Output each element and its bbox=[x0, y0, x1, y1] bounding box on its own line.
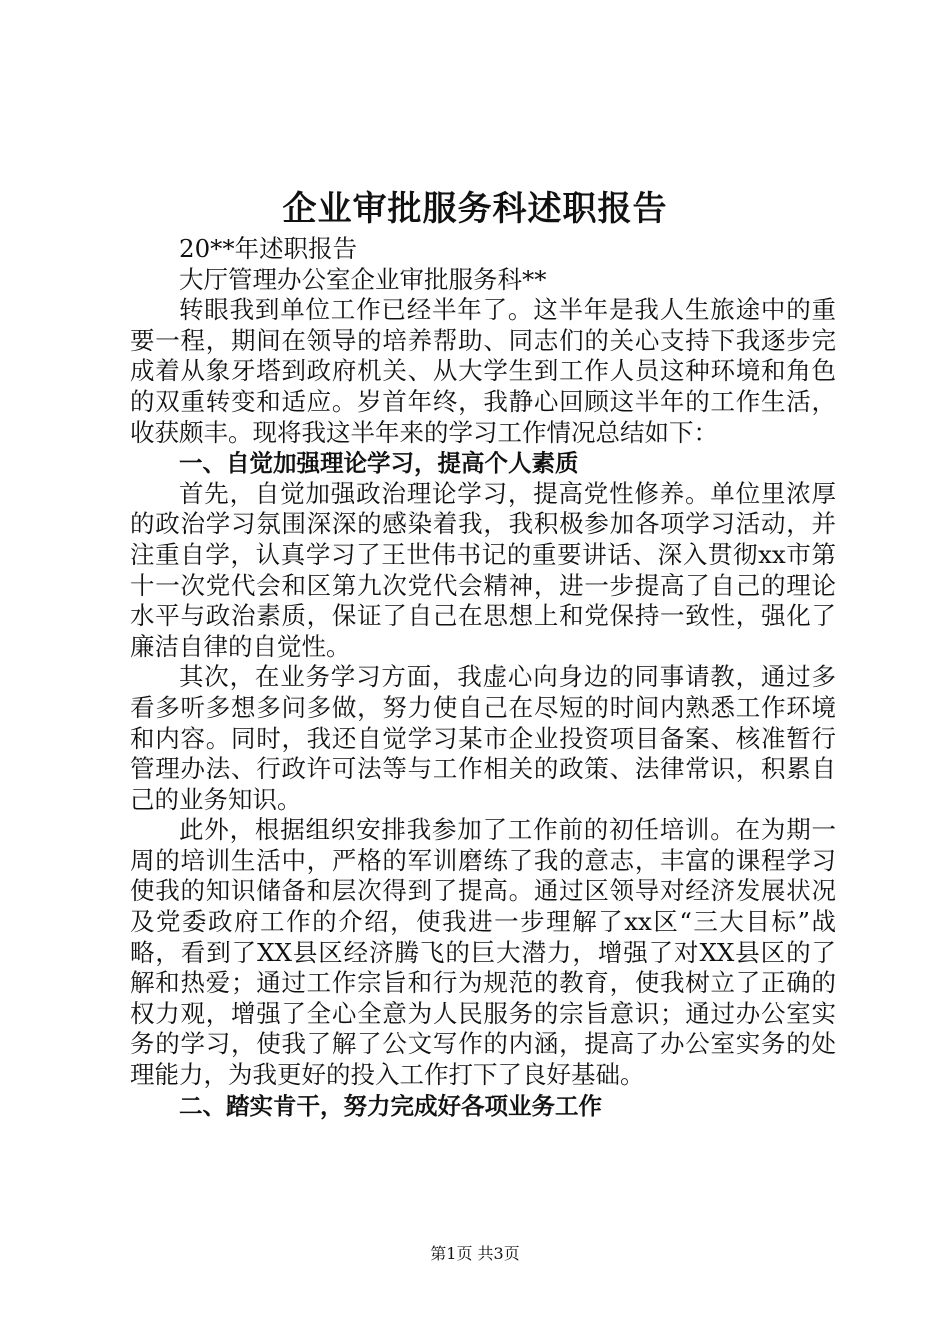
intro-paragraph: 转眼我到单位工作已经半年了。这半年是我人生旅途中的重要一程，期间在领导的培养帮助、同志们的关心支持下我逐步完成着从象牙塔到政府机关、从大学生到工作人员这种环境和角色的双重转变和适应。岁首年终，我静心回顾这半年的工作生活，收获颇丰。现将我这半年来的学习工作情况总结如下： bbox=[130, 295, 836, 447]
author-line: 大厅管理办公室企业审批服务科** bbox=[179, 264, 547, 294]
page-footer: 第1页 共3页 bbox=[430, 1244, 520, 1263]
body-paragraph: 此外，根据组织安排我参加了工作前的初任培训。在为期一周的培训生活中，严格的军训磨练了我的意志，丰富的课程学习使我的知识储备和层次得到了提高。通过区领导对经济发展状况及党委政府工作的介绍，使我进一步理解了xx区“三大目标”战略，看到了XX县区经济腾飞的巨大潜力，增强了对XX县区的了解和热爱；通过工作宗旨和行为规范的教育，使我树立了正确的权力观，增强了全心全意为人民服务的宗旨意识；通过办公室实务的学习，使我了解了公文写作的内涵，提高了办公室实务的处理能力，为我更好的投入工作打下了良好基础。 bbox=[130, 815, 836, 1090]
report-year-line: 20**年述职报告 bbox=[179, 234, 358, 263]
document-title: 企业审批服务科述职报告 bbox=[282, 189, 668, 229]
section-heading-1: 一、自觉加强理论学习，提高个人素质 bbox=[179, 449, 579, 478]
document-body bbox=[130, 234, 836, 1121]
body-paragraph: 首先，自觉加强政治理论学习，提高党性修养。单位里浓厚的政治学习氛围深深的感染着我，我积极参加各项学习活动，并注重自学，认真学习了王世伟书记的重要讲话、深入贯彻xx市第十一次党代会和区第九次党代会精神，进一步提高了自己的理论水平与政治素质，保证了自己在思想上和党保持一致性，强化了廉洁自律的自觉性。 bbox=[130, 478, 836, 661]
body-paragraph: 其次，在业务学习方面，我虚心向身边的同事请教，通过多看多听多想多问多做，努力使自己在尽短的时间内熟悉工作环境和内容。同时，我还自觉学习某市企业投资项目备案、核准暂行管理办法、行政许可法等与工作相关的政策、法律常识，积累自己的业务知识。 bbox=[130, 662, 836, 814]
section-heading-2: 二、踏实肯干，努力完成好各项业务工作 bbox=[179, 1091, 602, 1120]
